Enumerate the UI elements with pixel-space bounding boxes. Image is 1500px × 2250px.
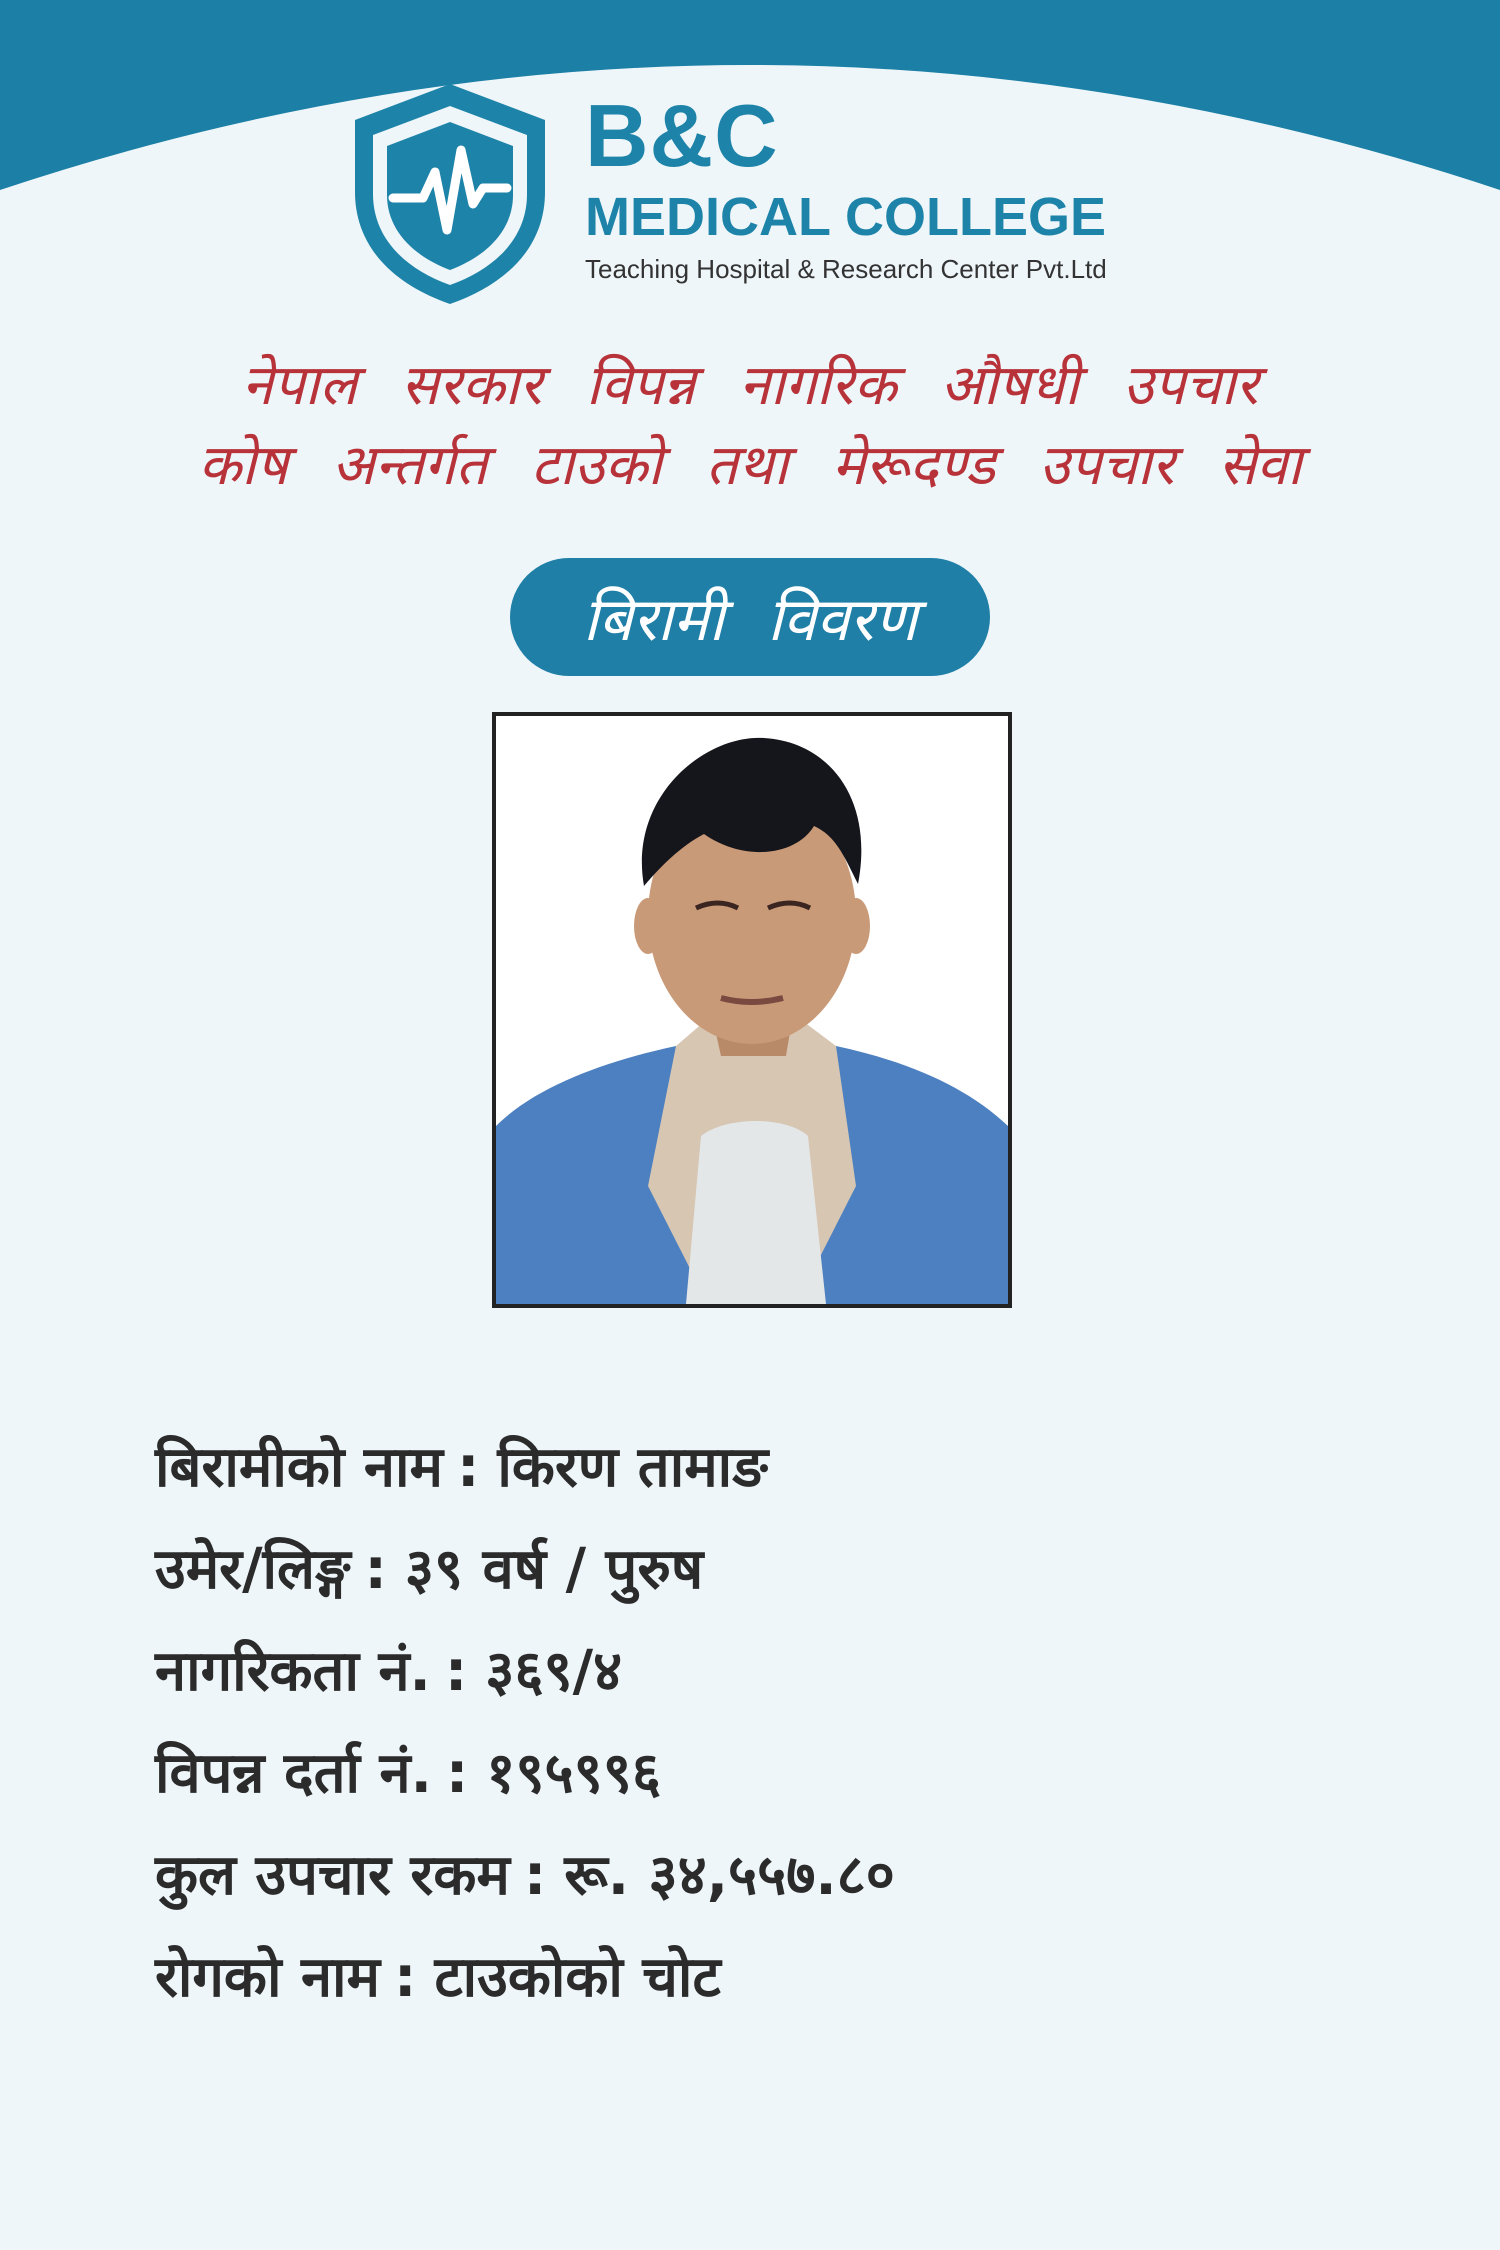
detail-value: किरण तामाङ	[497, 1435, 768, 1500]
colon-separator: :	[394, 1945, 417, 2010]
detail-label: नागरिकता नं.	[155, 1639, 431, 1704]
shield-heartbeat-logo-icon	[345, 80, 555, 308]
detail-row-registration	[155, 1741, 662, 1806]
detail-row-name	[155, 1435, 768, 1500]
detail-row-citizenship	[155, 1639, 623, 1704]
detail-value: टाउकोको चोट	[434, 1945, 721, 2010]
detail-value: रू. ३४,५५७.८०	[564, 1843, 895, 1908]
colon-separator: :	[364, 1537, 387, 1602]
brand-subtitle: MEDICAL COLLEGE	[585, 187, 1107, 247]
brand-name: B&C	[585, 86, 779, 185]
headline-line-1: नेपाल सरकार विपन्न नागरिक औषधी उपचार	[241, 353, 1259, 418]
detail-label: रोगको नाम	[155, 1945, 381, 2010]
detail-value: ३९ वर्ष / पुरुष	[404, 1537, 704, 1602]
colon-separator: :	[444, 1639, 468, 1704]
detail-row-age-gender	[155, 1537, 704, 1602]
colon-separator: :	[445, 1741, 469, 1806]
detail-label: बिरामीको नाम	[155, 1435, 443, 1500]
detail-label: कुल उपचार रकम	[155, 1843, 510, 1908]
detail-value: ३६९/४	[485, 1639, 623, 1704]
detail-label: उमेर/लिङ्ग	[155, 1537, 351, 1602]
colon-separator: :	[523, 1843, 547, 1908]
headline-line-2: कोष अन्तर्गत टाउको तथा मेरूदण्ड उपचार सेवा	[198, 433, 1302, 498]
colon-separator: :	[456, 1435, 480, 1500]
detail-row-total-amount	[155, 1843, 895, 1908]
detail-row-disease	[155, 1945, 721, 2010]
detail-label: विपन्न दर्ता नं.	[155, 1741, 432, 1806]
patient-portrait-image	[496, 716, 1008, 1304]
patient-photo	[492, 712, 1012, 1308]
section-label-pill	[510, 558, 990, 676]
section-label-text: बिरामी विवरण	[582, 585, 918, 655]
brand-tagline: Teaching Hospital & Research Center Pvt.Ltd	[585, 254, 1107, 284]
detail-value: १९५९९६	[486, 1741, 662, 1806]
